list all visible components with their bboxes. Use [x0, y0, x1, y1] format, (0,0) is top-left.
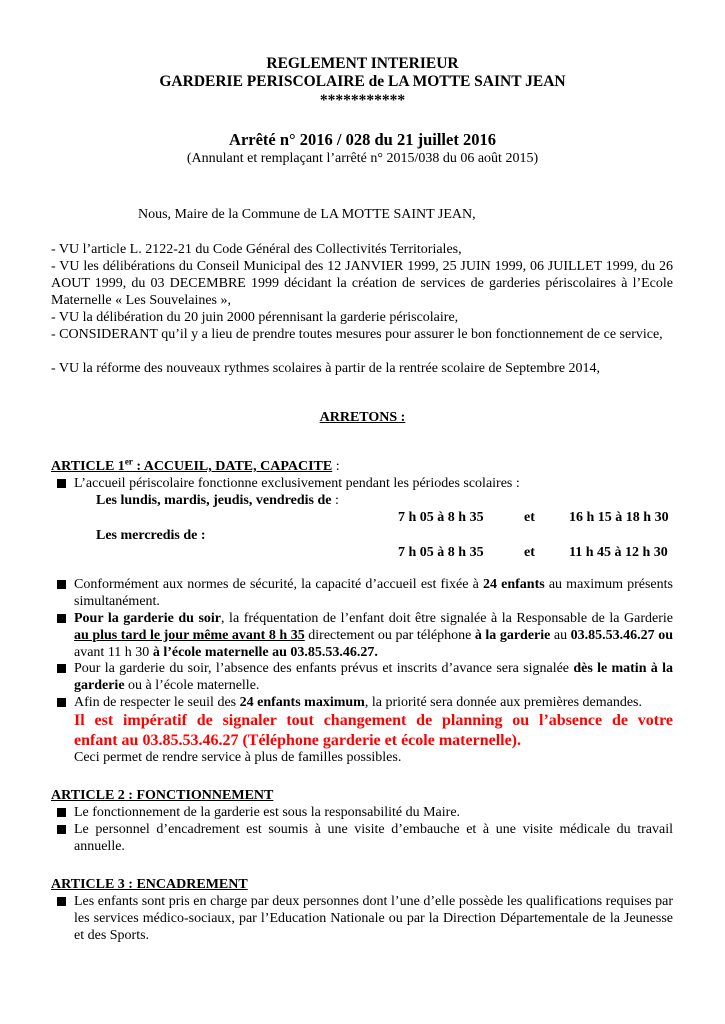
- vu-item: - VU la délibération du 20 juin 2000 pérennisant la garderie périscolaire,: [51, 310, 459, 325]
- article1-p1: L’accueil périscolaire fonctionne exclusivement pendant les périodes scolaires :: [74, 476, 520, 491]
- schedule-weekdays-pm: 16 h 15 à 18 h 30: [569, 510, 669, 525]
- article1-warning-line2: enfant au 03.85.53.46.27 (Téléphone garderie et école maternelle).: [74, 732, 522, 749]
- document-subtitle: GARDERIE PERISCOLAIRE de LA MOTTE SAINT JEAN: [159, 73, 566, 90]
- schedule-weekdays-label: Les lundis, mardis, jeudis, vendredis de :: [96, 493, 339, 508]
- vu-item: - VU la réforme des nouveaux rythmes scolaires à partir de la rentrée scolaire de Septembre 2014,: [51, 361, 601, 376]
- article3-p1: Les enfants sont pris en charge par deux personnes dont l’une d’elle possède les qualifications requises par les services médico-sociaux, par l’Education Nationale ou par la Direction Départementale de la Jeunesse et des Sports.: [74, 894, 673, 943]
- bullet-icon: [57, 808, 66, 817]
- article1-p3: Pour la garderie du soir, la fréquentation de l’enfant doit être signalée à la Responsable de la Garderie au plus tard le jour même avant 8 h 35 directement ou par téléphone à la garderie au 03.85.53.46.27 ou avant 11 h 30 à l’école maternelle au 03.85.53.46.27.: [74, 611, 674, 660]
- article1-p5: Afin de respecter le seuil des 24 enfants maximum, la priorité sera donnée aux premières demandes.: [74, 695, 643, 710]
- article1-p4: Pour la garderie du soir, l’absence des enfants prévus et inscrits d’avance sera signalée dès le matin à la garderie ou à l’école maternelle.: [74, 661, 673, 693]
- article2-p2: Le personnel d’encadrement est soumis à une visite d’embauche et à une visite médicale du travail annuelle.: [74, 822, 673, 854]
- bullet-icon: [57, 479, 66, 488]
- bullet-icon: [57, 825, 66, 834]
- schedule-weekdays-et: et: [524, 510, 535, 525]
- article2-heading: ARTICLE 2 : FONCTIONNEMENT: [51, 788, 274, 803]
- bullet-icon: [57, 698, 66, 707]
- bullet-icon: [57, 614, 66, 623]
- schedule-wednesday-am: 7 h 05 à 8 h 35: [398, 545, 484, 560]
- schedule-weekdays-am: 7 h 05 à 8 h 35: [398, 510, 484, 525]
- schedule-wednesday-et: et: [524, 545, 535, 560]
- article1-p6: Ceci permet de rendre service à plus de familles possibles.: [74, 750, 402, 765]
- document-title: REGLEMENT INTERIEUR: [266, 55, 459, 72]
- arrete-number: Arrêté n° 2016 / 028 du 21 juillet 2016: [229, 130, 496, 149]
- bullet-icon: [57, 664, 66, 673]
- bullet-icon: [57, 897, 66, 906]
- vu-item: - VU l’article L. 2122-21 du Code Général des Collectivités Territoriales,: [51, 242, 462, 257]
- article1-warning-line1: Il est impératif de signaler tout changement de planning ou l’absence de votre: [74, 712, 673, 729]
- schedule-wednesday-label: Les mercredis de :: [96, 528, 206, 543]
- arretons-heading: ARRETONS :: [319, 410, 406, 425]
- intro-text: Nous, Maire de la Commune de LA MOTTE SAINT JEAN,: [138, 207, 476, 222]
- article1-heading: ARTICLE 1er : ACCUEIL, DATE, CAPACITE :: [51, 456, 340, 474]
- article1-p2: Conformément aux normes de sécurité, la capacité d’accueil est fixée à 24 enfants au maximum présents simultanément.: [74, 577, 673, 609]
- vu-item: - VU les délibérations du Conseil Municipal des 12 JANVIER 1999, 25 JUIN 1999, 06 JUILLET 1999, du 26 AOUT 1999, du 03 DECEMBRE 1999 décidant la création de services de garderies périscolaires à l’Ecole Maternelle « Les Souvelaines »,: [51, 259, 673, 308]
- schedule-wednesday-pm: 11 h 45 à 12 h 30: [569, 545, 668, 560]
- bullet-icon: [57, 580, 66, 589]
- article3-heading: ARTICLE 3 : ENCADREMENT: [51, 877, 248, 892]
- title-separator: ***********: [319, 92, 406, 109]
- vu-item: - CONSIDERANT qu’il y a lieu de prendre toutes mesures pour assurer le bon fonctionnement de ce service,: [51, 327, 663, 342]
- arrete-annulant: (Annulant et remplaçant l’arrêté n° 2015/038 du 06 août 2015): [186, 151, 539, 166]
- article2-p1: Le fonctionnement de la garderie est sous la responsabilité du Maire.: [74, 805, 461, 820]
